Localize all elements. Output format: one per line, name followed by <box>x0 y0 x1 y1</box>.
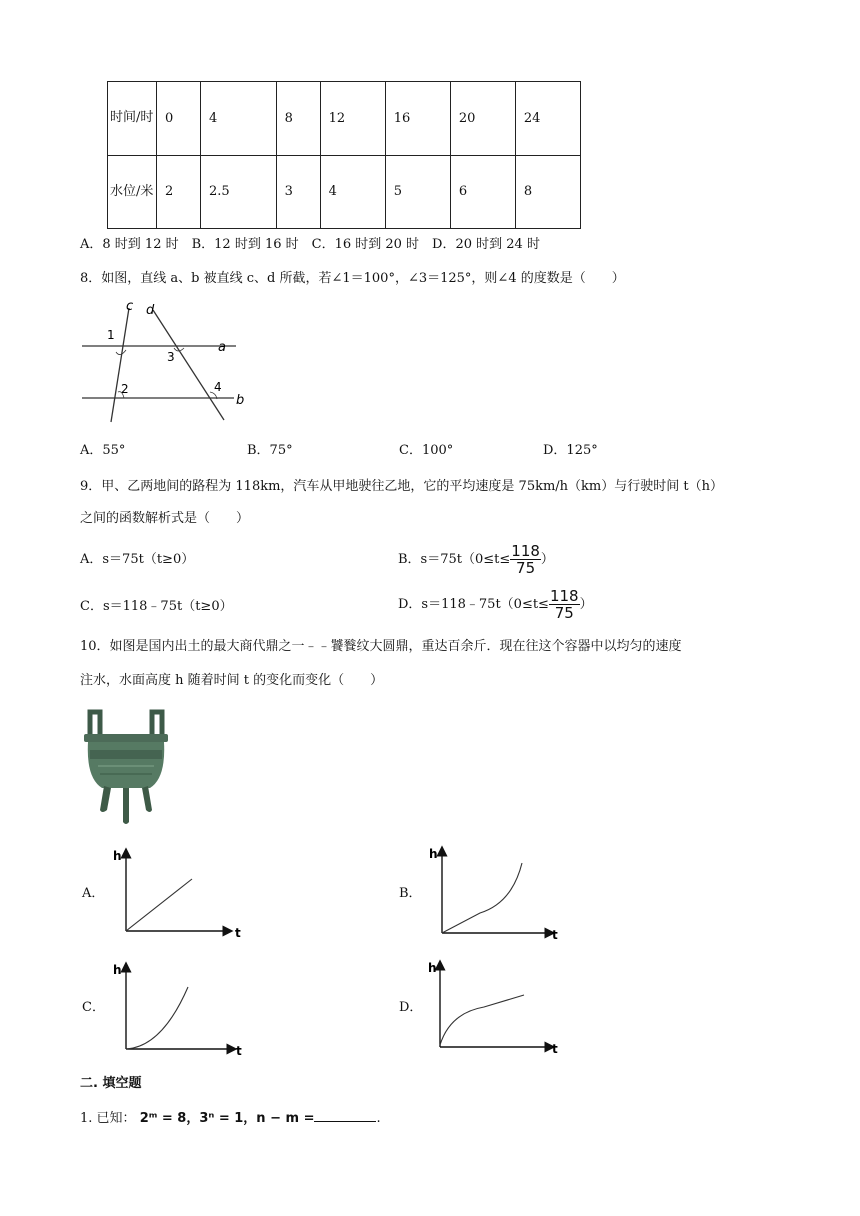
q7-options: A．8 时到 12 时 B．12 时到 16 时 C．16 时到 20 时 D．20 时到 24 时 <box>80 237 540 252</box>
close-paren: ） <box>579 597 593 612</box>
table-cell: 8 <box>515 155 580 229</box>
table-cell: 24 <box>515 82 580 156</box>
angle-1-label: 1 <box>107 328 115 342</box>
q9-option-b-text: B．s＝75t（0≤t≤ <box>398 552 511 567</box>
q9-option-d <box>398 588 593 622</box>
q9-option-d-text: D．s＝118﹣75t（0≤t≤ <box>398 597 549 612</box>
q8-stem: 8．如图，直线 a、b 被直线 c、d 所截，若∠1＝100°，∠3＝125°，则∠4 的度数是（ ） <box>80 271 625 286</box>
q9-stem-line1: 9．甲、乙两地间的路程为 118km，汽车从甲地驶往乙地，它的平均速度是 75km/h（km）与行驶时间 t（h） <box>80 479 723 494</box>
table-cell: 6 <box>450 155 515 229</box>
graph-option-b <box>428 843 568 943</box>
table-row <box>108 155 581 229</box>
q10-option-d-label: D． <box>399 1000 423 1015</box>
angle-3-label: 3 <box>167 350 175 364</box>
table-header-cell: 时间/时 <box>108 82 157 156</box>
q10-option-b-label: B． <box>399 886 422 901</box>
axis-label-h: h <box>429 847 438 861</box>
axis-label-h: h <box>113 963 122 977</box>
table-cell: 4 <box>201 82 277 156</box>
axis-label-h: h <box>428 961 437 975</box>
table-cell: 8 <box>276 82 320 156</box>
axis-label-t: t <box>235 926 241 940</box>
angle-2-label: 2 <box>121 382 129 396</box>
q8-option-a: A．55° <box>80 443 126 458</box>
table-cell: 2 <box>157 155 201 229</box>
fraction <box>549 588 580 621</box>
graph-option-c <box>110 955 250 1059</box>
fraction-numerator: 118 <box>549 587 579 605</box>
table-cell: 4 <box>320 155 385 229</box>
table-cell: 16 <box>385 82 450 156</box>
table-cell: 20 <box>450 82 515 156</box>
water-level-table <box>107 81 581 229</box>
fraction-denominator: 75 <box>516 559 536 577</box>
axis-label-t: t <box>552 928 558 942</box>
graph-option-a <box>110 843 250 943</box>
q8-figure <box>78 298 258 428</box>
label-a: a <box>218 340 226 355</box>
q10-stem-line1: 10．如图是国内出土的最大商代鼎之一﹣﹣饕餮纹大圆鼎，重达百余斤．现在往这个容器中以均匀的速度 <box>80 639 682 654</box>
q8-option-d: D．125° <box>543 443 598 458</box>
axis-label-t: t <box>236 1044 242 1058</box>
table-cell: 5 <box>385 155 450 229</box>
ding-vessel-image <box>80 706 172 830</box>
q10-option-a-label: A． <box>82 886 105 901</box>
q9-option-c: C．s＝118﹣75t（t≥0） <box>80 599 233 614</box>
graph-option-d <box>428 955 568 1059</box>
section-title: 二. 填空题 <box>80 1076 142 1091</box>
q10-option-c-label: C． <box>82 1000 105 1015</box>
table-cell: 3 <box>276 155 320 229</box>
q9-option-a: A．s＝75t（t≥0） <box>80 552 195 567</box>
label-c: c <box>126 299 134 314</box>
table-row <box>108 82 581 156</box>
table-cell: 12 <box>320 82 385 156</box>
fraction-denominator: 75 <box>554 604 574 622</box>
fill-question-1 <box>80 1108 381 1128</box>
table-header-cell: 水位/米 <box>108 155 157 229</box>
q1-suffix: . <box>376 1111 381 1126</box>
answer-blank[interactable] <box>314 1108 376 1122</box>
table-cell: 0 <box>157 82 201 156</box>
fraction <box>510 543 541 576</box>
label-b: b <box>236 393 245 408</box>
axis-label-t: t <box>552 1042 558 1056</box>
fraction-numerator: 118 <box>511 542 540 560</box>
q9-option-b <box>398 543 554 577</box>
q8-option-c: C．100° <box>399 443 454 458</box>
label-d: d <box>146 303 155 318</box>
table-cell: 2.5 <box>201 155 277 229</box>
q1-expression: 2ᵐ = 8，3ⁿ = 1，n − m = <box>139 1111 315 1126</box>
axis-label-h: h <box>113 849 122 863</box>
q8-option-b: B．75° <box>247 443 293 458</box>
close-paren: ） <box>540 552 554 567</box>
q1-prefix: 1. 已知： <box>80 1111 136 1126</box>
angle-4-label: 4 <box>214 380 222 394</box>
q9-stem-line2: 之间的函数解析式是（ ） <box>80 511 250 526</box>
q10-stem-line2: 注水，水面高度 h 随着时间 t 的变化而变化（ ） <box>80 673 384 688</box>
